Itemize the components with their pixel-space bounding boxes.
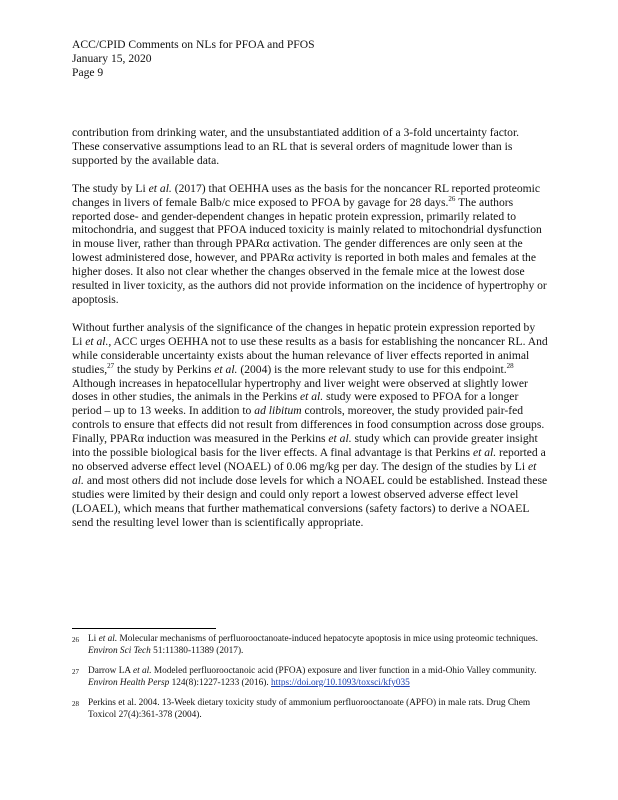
- ad-libitum: ad libitum: [254, 404, 302, 418]
- text-run: 51:11380-11389 (2017).: [150, 645, 244, 656]
- text-run: Li: [88, 634, 99, 644]
- text-run: (2004) is the more relevant study to use for this endpoint.: [237, 362, 507, 376]
- text-run: , ACC urges OEHHA not to use these results as a basis for establishing the noncancer RL. And while considerable uncertainty exists about the human relevance of liver effects reported in animal studies,: [72, 334, 548, 376]
- header-page-number: Page 9: [72, 66, 104, 79]
- footnote-number: 26: [72, 636, 79, 644]
- page-header: [72, 38, 315, 80]
- text-run: reported a no observed adverse effect level (NOAEL) of 0.06 mg/kg per day. The design of the studies by Li: [72, 446, 546, 473]
- body-text: [72, 126, 548, 543]
- et-al: et al.: [72, 459, 537, 487]
- footnote-number: 27: [72, 668, 79, 677]
- text-run: The study by Li: [72, 181, 149, 195]
- text-run: Molecular mechanisms of perfluorooctanoate-induced hepatocyte apoptosis in mice using proteomic techniques.: [117, 634, 538, 644]
- footnote-ref-27[interactable]: 27: [107, 361, 115, 370]
- footnotes: [72, 634, 548, 731]
- footnote-text: Perkins et al. 2004. 13-Week dietary toxicity study of ammonium perfluorooctanoate (APFO) in male rats. Drug Chem Toxicol 27(4):361-378 (2004).: [88, 698, 531, 720]
- et-al: et al.: [98, 634, 118, 644]
- paragraph-2: [72, 182, 548, 307]
- et-al: et al.: [472, 446, 497, 460]
- footnote-number: 28: [72, 700, 79, 709]
- text-run: Modeled perfluorooctanoic acid (PFOA) exposure and liver function in a mid-Ohio Valley community.: [151, 666, 537, 677]
- et-al: et al.: [132, 666, 152, 677]
- et-al: et al.: [299, 390, 324, 404]
- text-run: Without further analysis of the significance of the changes in hepatic protein expression reported by Li: [72, 320, 536, 348]
- et-al: et al.: [328, 432, 352, 446]
- footnote-27: [72, 666, 548, 689]
- header-title: ACC/CPID Comments on NLs for PFOA and PFOS: [72, 38, 315, 51]
- footnote-26: [72, 634, 548, 657]
- footnote-text: [88, 634, 548, 657]
- text-run: controls, moreover, the study provided pair-fed controls to ensure that effects did not result from differences in food consumption across dose groups. Finally, PPARα induction was measured in the Perkins: [72, 404, 545, 446]
- text-run: (2017) that OEHHA uses as the basis for the noncancer RL reported proteomic changes in livers of female Balb/c mice exposed to PFOA by gavage for 28 days.: [72, 181, 541, 209]
- text-run: The authors reported dose- and gender-dependent changes in hepatic protein expression, primarily related to mitochondria, and suggest that PFOA induced toxicity is mainly related to mitochondrial dysfunction in mouse liver, rather than through PPARα activation. The gender differences are only seen at the lowest administered dose, however, and PPARα activity is reported in both males and females at the higher doses. It also not clear whether the changes observed in the female mice at the lowest dose resulted in liver toxicity, as the authors did not provide information on the incidence of hypertrophy or apoptosis.: [72, 195, 547, 306]
- text-run: 124(8):1227-1233 (2016).: [169, 677, 271, 688]
- footnote-28: [72, 698, 548, 721]
- doi-link[interactable]: https://doi.org/10.1093/toxsci/kfy035: [271, 677, 410, 688]
- et-al: et al.: [214, 362, 238, 376]
- journal-name: Environ Sci Tech: [88, 645, 151, 656]
- footnote-divider: [72, 628, 216, 629]
- text-run: study were exposed to PFOA for a longer period – up to 13 weeks. In addition to: [72, 390, 519, 418]
- text-run: study which can provide greater insight into the possible biological basis for the liver effects. A final advantage is that Perkins: [72, 432, 538, 460]
- text-run: the study by Perkins: [114, 362, 215, 376]
- text-run: Although increases in hepatocellular hypertrophy and liver weight were observed at slightly lower doses in other studies, the animals in the Perkins: [72, 376, 528, 404]
- footnote-text: [88, 666, 548, 689]
- footnote-ref-26[interactable]: 26: [448, 194, 456, 203]
- et-al: et al.: [148, 181, 172, 195]
- paragraph-3: [72, 321, 548, 530]
- text-run: and most others did not include dose levels for which a NOAEL could be established. Instead these studies were limited by their design and could only report a lowest observed adverse effect level (LOAEL), which means that further mathematical conversions (safety factors) to derive a NOAEL send the resulting level lower than is scientifically appropriate.: [72, 473, 548, 529]
- journal-name: Environ Health Persp: [88, 677, 170, 688]
- text-run: Darrow LA: [88, 666, 133, 677]
- header-date: January 15, 2020: [72, 52, 152, 65]
- footnote-ref-28[interactable]: 28: [506, 361, 514, 370]
- et-al: et al.: [85, 334, 109, 348]
- paragraph-1: contribution from drinking water, and the unsubstantiated addition of a 3-fold uncertainty factor. These conservative assumptions lead to an RL that is several orders of magnitude lower than is supported by the available data.: [72, 126, 520, 167]
